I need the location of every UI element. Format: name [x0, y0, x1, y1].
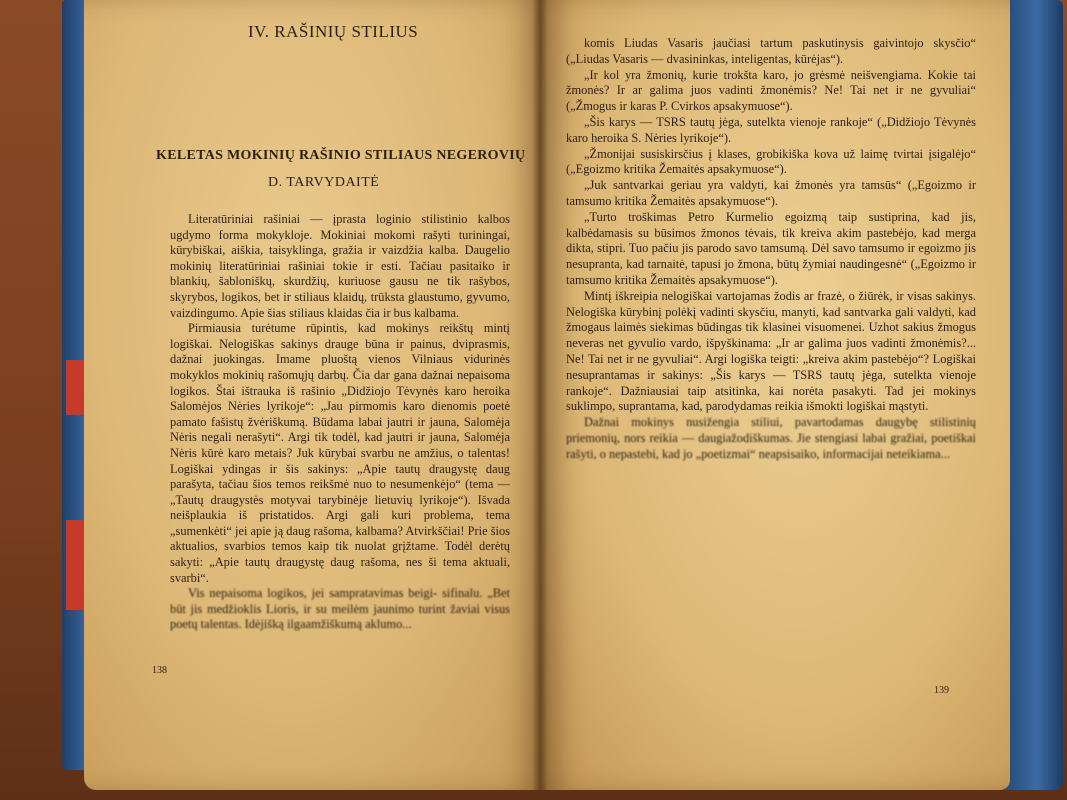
left-paragraph: Vis nepaisoma logikos, jei sampratavimas beigi- sifinalu. „Bet būt jis medžioklis Lioris, ir su meilėm jaunimo turint žaviai visus poetų talentas. Idėjišką ilgaamžiškumą aklumo... — [170, 586, 510, 632]
book-gutter — [532, 0, 548, 790]
right-paragraph: „Turto troškimas Petro Kurmelio egoizmą taip sustiprina, kad jis, kalbėdamasis su būsimos žmonos tėvais, tik kreiva akim pastebėjo, kad merga dikta, stipri. Tuo pačiu jis parodo savo tamsumą. Dėl savo tamsumo ir egoizmo jis nesupranta, kad tarnaitė, tapusi jo žmona, būtų žymiai naudingesnė“ („Egoizmo ir tamsumo kritika Žemaitės apsakymuose“). — [566, 209, 976, 287]
left-paragraph: Literatūriniai rašiniai — įprasta loginio stilistinio kalbos ugdymo forma mokykloje. Mokiniai mokomi rašyti turiningai, kūrybiškai, aiškia, taisyklinga, gražia ir vaizdžia kalba. Daugelio mokinių literatūriniai rašiniai tokie ir esti. Tačiau pasitaiko ir blankių, šabloniškų, skurdžių, kuriuose gausu ne tik rašybos, skyrybos, logikos, bet ir stiliaus klaidų, trūksta glaustumo, gyvumo, vaizdingumo. Apie šias stiliaus klaidas čia ir bus kalbama. — [170, 212, 510, 320]
left-paragraph: Pirmiausia turėtume rūpintis, kad mokinys reikštų mintį logiškai. Nelogiškas sakinys drauge būna ir painus, dviprasmis, dažnai juokingas. Imame pluoštą vienos Vilniaus vidurinės mokyklos mokinių rašomųjų darbų. Čia dar gana dažnai nepaisoma logikos. Štai ištrauka iš rašinio „Didžiojo Tėvynės karo heroika Salomėjos Nėries lyrikoje“: „Jau pirmomis karo dienomis poetė pamato fašistų žvėriškumą. Būdama labai jautri ir jauna, Salomėja Nėris negali nerašyti“. Argi tik todėl, kad jautri ir jauna, Salomėja Nėris kūrė karo metais? Juk kūrybai svarbu ne amžius, o talentas! Logiškai ydingas ir šis sakinys: „Apie tautų draugystę daug parašyta, tačiau šios temos reikšmė nuo to nesumenkėjo“ (tema — „Tautų draugystės motyvai tarybinėje lietuvių lyrikoje“). Išvada neišplaukia iš pristatidos. Argi gali kuri problema, tema „sumenkėti“ jei apie ją daug rašoma, kalbama? Atvirkščiai! Prie šios aktualios, svarbios temos kaip tik nuolat grįžtame. Todėl derėtų sakyti: „Apie tautų draugystę daug rašoma, nes ši tema aktuali, svarbi“. — [170, 321, 510, 585]
book-cover-right — [1005, 0, 1063, 790]
running-head: IV. RAŠINIŲ STILIUS — [248, 22, 419, 41]
page-number-left: 138 — [152, 665, 167, 676]
right-paragraph: Dažnai mokinys nusižengia stiliui, pavartodamas daugybę stilistinių priemonių, nors reikia — daugiažodiškumas. Jie stengiasi labai gražiai, poetiškai rašyti, o nepastebi, kad jo „poetizmai“ neapsisaiko, informacijai neteikiama... — [566, 415, 976, 461]
right-paragraph: „Žmonijai susiskirsčius į klases, grobikiška kova už laimę tvirtai įsigalėjo“ („Egoizmo kritika Žemaitės apsakymuose“). — [566, 146, 976, 177]
right-page-body — [566, 36, 976, 463]
right-paragraph: „Šis karys — TSRS tautų jėga, sutelkta vienoje rankoje“ („Didžiojo Tėvynės karo heroika S. Nėries lyrikoje“). — [566, 114, 976, 145]
right-paragraph: „Ir kol yra žmonių, kurie trokšta karo, jo grėsmė neišvengiama. Kokie tai žmonės? Ir ar galima juos vadinti žmonėmis? Ne! Tai net ir ne gyvuliai“ („Žmogus ir karas P. Cvirkos apsakymuose“). — [566, 67, 976, 114]
left-page-body — [170, 212, 510, 633]
right-paragraph: komis Liudas Vasaris jaučiasi tartum paskutinysis gaivintojo skysčio“ („Liudas Vasaris — dvasininkas, inteligentas, kūrėjas“). — [566, 36, 976, 66]
article-author: D. TARVYDAITĖ — [268, 175, 380, 190]
page-number-right: 139 — [934, 685, 949, 696]
right-paragraph: „Juk santvarkai geriau yra valdyti, kai žmonės yra tamsūs“ („Egoizmo ir tamsumo kritika Žemaitės apsakymuose“). — [566, 178, 976, 208]
right-paragraph: Mintį iškreipia nelogiškai vartojamas žodis ar frazė, o žiūrėk, ir visas sakinys. Nelogiška kūrybinį polėkį vadinti skysčiu, manyti, kad santvarka gali valdyti, kad žmogaus laimės siekimas būdingas tik klasinei visuomenei. Uzhot sakius žmogus neveras net gyvulio vardo, išpyškinama: „Ir ar galima juos vadinti žmonėmis?... Ne! Tai net ir ne gyvuliai“. Argi logiška teigti: „kreiva akim pastebėjo“? Logiškai nesuprantamas ir sakinys: „Šis karys — TSRS tautų jėga, sutelkta vienoje rankoje“. Dažniausiai taip atsitinka, kai norėta pasakyti. Tad jei mokinys suklimpo, suprantama, kad, parodydamas reikia išmokti logiškai mąstyti. — [566, 288, 976, 414]
article-title: KELETAS MOKINIŲ RAŠINIO STILIAUS NEGEROVIŲ — [156, 148, 526, 163]
